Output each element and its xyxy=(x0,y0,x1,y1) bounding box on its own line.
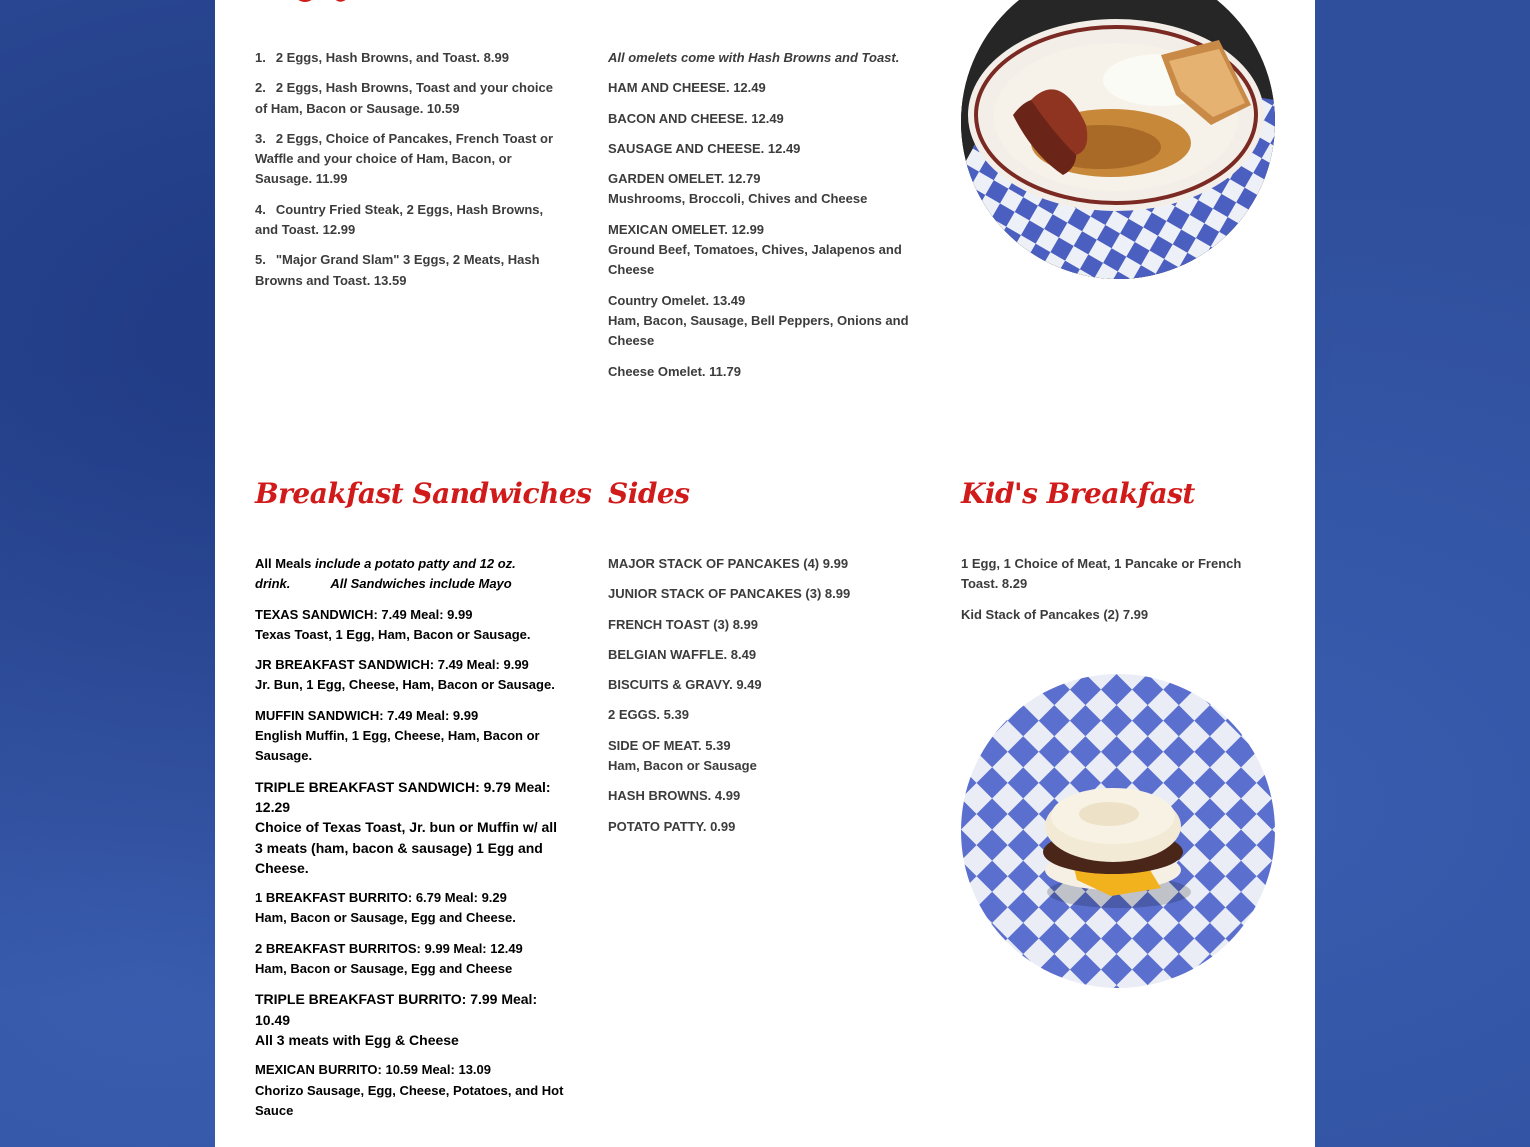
side-item: MAJOR STACK OF PANCAKES (4) 9.99 xyxy=(608,556,849,571)
sides-list xyxy=(608,554,918,847)
sandwiches-intro: All Meals include a potato patty and 12 oz. drink. All Sandwiches include Mayo xyxy=(255,556,516,592)
side-item: 2 EGGS. 5.39 xyxy=(608,707,689,723)
side-item: HASH BROWNS. 4.99 xyxy=(608,788,741,804)
menu-page xyxy=(215,0,1315,1147)
omelet-item: BACON AND CHEESE. 12.49 xyxy=(608,110,784,126)
omelet-item: Country Omelet. 13.49 Ham, Bacon, Sausage, Bell Peppers, Onions and Cheese xyxy=(608,292,909,349)
plate-item: 2. 2 Eggs, Hash Browns, Toast and your choice of Ham, Bacon or Sausage. 10.59 xyxy=(255,80,553,116)
sandwiches-list xyxy=(255,554,567,1131)
kids-item: Kid Stack of Pancakes (2) 7.99 xyxy=(961,606,1149,622)
breakfast-plate-photo xyxy=(961,0,1275,279)
heading-fragment-icon xyxy=(255,0,375,6)
kids-breakfast-heading: Kid's Breakfast xyxy=(961,477,1195,510)
omelets-list xyxy=(608,48,928,392)
plate-item: 1. 2 Eggs, Hash Browns, and Toast. 8.99 xyxy=(255,50,509,65)
side-item: FRENCH TOAST (3) 8.99 xyxy=(608,616,759,632)
omelet-item: SAUSAGE AND CHEESE. 12.49 xyxy=(608,140,801,156)
plate-item: 5. "Major Grand Slam" 3 Eggs, 2 Meats, Hash Browns and Toast. 13.59 xyxy=(255,252,540,288)
breakfast-plate-image xyxy=(961,0,1275,279)
breakfast-sandwiches-heading: Breakfast Sandwiches xyxy=(255,477,592,510)
side-item: BELGIAN WAFFLE. 8.49 xyxy=(608,646,757,662)
kids-item: 1 Egg, 1 Choice of Meat, 1 Pancake or French Toast. 8.29 xyxy=(961,556,1242,592)
sandwich-item: TRIPLE BREAKFAST BURRITO: 7.99 Meal: 10.49 All 3 meats with Egg & Cheese xyxy=(255,991,538,1048)
muffin-sandwich-image xyxy=(961,674,1275,988)
sandwich-item: TEXAS SANDWICH: 7.49 Meal: 9.99 Texas Toast, 1 Egg, Ham, Bacon or Sausage. xyxy=(255,606,531,642)
sandwich-item: MEXICAN BURRITO: 10.59 Meal: 13.09 Chorizo Sausage, Egg, Cheese, Potatoes, and Hot Sauce xyxy=(255,1062,564,1118)
plate-item: 3. 2 Eggs, Choice of Pancakes, French Toast or Waffle and your choice of Ham, Bacon, or Sausage. 11.99 xyxy=(255,130,554,187)
sandwich-item: 2 BREAKFAST BURRITOS: 9.99 Meal: 12.49 Ham, Bacon or Sausage, Egg and Cheese xyxy=(255,940,523,977)
side-item: SIDE OF MEAT. 5.39 Ham, Bacon or Sausage xyxy=(608,737,757,774)
cut-off-heading xyxy=(255,0,375,6)
sandwich-item: MUFFIN SANDWICH: 7.49 Meal: 9.99 English Muffin, 1 Egg, Cheese, Ham, Bacon or Sausage. xyxy=(255,707,540,764)
side-item: BISCUITS & GRAVY. 9.49 xyxy=(608,677,762,693)
sandwich-item: 1 BREAKFAST BURRITO: 6.79 Meal: 9.29 Ham, Bacon or Sausage, Egg and Cheese. xyxy=(255,890,516,926)
sides-heading: Sides xyxy=(608,477,690,510)
kids-breakfast-list xyxy=(961,554,1261,635)
side-item: POTATO PATTY. 0.99 xyxy=(608,818,736,834)
muffin-sandwich-photo xyxy=(961,674,1275,988)
plate-item: 4. Country Fried Steak, 2 Eggs, Hash Browns, and Toast. 12.99 xyxy=(255,201,544,238)
omelet-item: Cheese Omelet. 11.79 xyxy=(608,363,741,379)
omelet-item: GARDEN OMELET. 12.79 Mushrooms, Broccoli, Chives and Cheese xyxy=(608,171,868,207)
side-item: JUNIOR STACK OF PANCAKES (3) 8.99 xyxy=(608,586,851,602)
omelets-note: All omelets come with Hash Browns and Toast. xyxy=(608,50,900,65)
sandwich-item: JR BREAKFAST SANDWICH: 7.49 Meal: 9.99 Jr. Bun, 1 Egg, Cheese, Ham, Bacon or Sausage. xyxy=(255,657,555,693)
breakfast-plates-list xyxy=(255,48,565,301)
sandwich-item: TRIPLE BREAKFAST SANDWICH: 9.79 Meal: 12.29 Choice of Texas Toast, Jr. bun or Muffin w/ all 3 meats (ham, bacon & sausage) 1 Egg and Cheese. xyxy=(255,778,558,876)
omelet-item: MEXICAN OMELET. 12.99 Ground Beef, Tomatoes, Chives, Jalapenos and Cheese xyxy=(608,221,902,278)
omelet-item: HAM AND CHEESE. 12.49 xyxy=(608,80,766,96)
